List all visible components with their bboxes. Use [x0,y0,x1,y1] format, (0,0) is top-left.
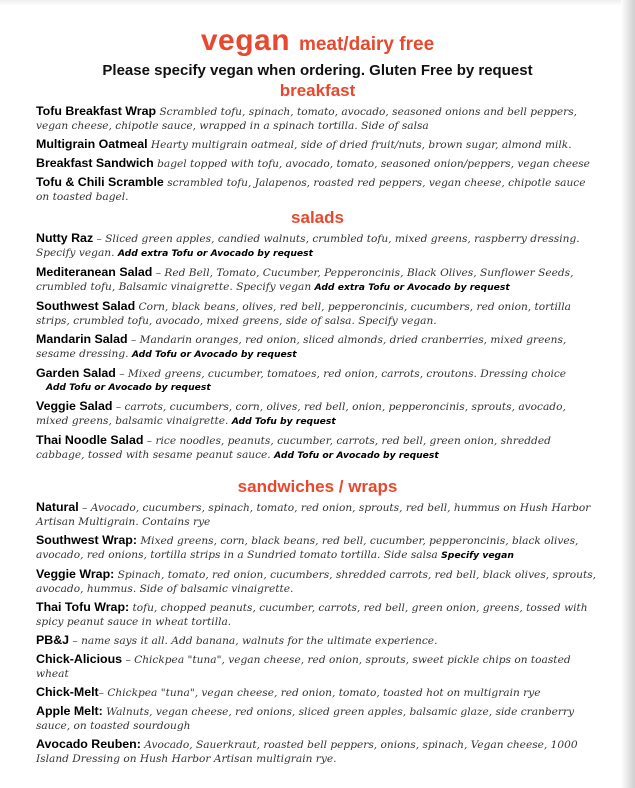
ordering-instructions: Please specify vegan when ordering. Gluten Free by request [102,62,533,79]
menu-item [36,704,599,733]
salads-list [36,231,599,463]
menu-item-description: – carrots, cucumbers, corn, olives, red bell, onion, pepperoncinis, sprouts, avocado, mixed greens, balsamic vinaigrette. [36,401,566,427]
menu-item [36,265,599,295]
menu-item-name: Apple Melt: [36,704,103,718]
menu-item [36,533,599,563]
title-rest: meat/dairy free [298,34,435,55]
menu-item-note: Add Tofu or Avocado by request [131,349,297,360]
menu-item [36,366,599,395]
menu-item-description: – Red Bell, Tomato, Cucumber, Pepperoncinis, Black Olives, Sunflower Seeds, crumbled tofu, Balsamic vinaigrette. Specify vegan [36,267,574,293]
menu-item-description: – Sliced green apples, candied walnuts, crumbled tofu, mixed greens, raspberry dressing. Specify vegan. [36,233,580,259]
menu-title [36,20,599,64]
menu-item [36,567,599,596]
menu-item-name: Nutty Raz [36,231,94,245]
menu-item-note: Add Tofu or Avocado by request [274,450,439,461]
menu-item [36,104,599,133]
menu-item-note: Add extra Tofu or Avocado by request [117,248,314,259]
menu-item [36,156,599,171]
menu-item-note: Specify vegan [441,550,514,561]
menu-item-name: Chick-Melt [36,685,99,699]
breakfast-list [36,104,599,204]
menu-item-description: Avocado, Sauerkraut, roasted bell peppers, onions, spinach, Vegan cheese, 1000 Island Dressing on Hush Harbor Artisan multigrain rye. [36,739,578,765]
menu-item-name: Multigrain Oatmeal [36,137,148,151]
menu-item-description: bagel topped with tofu, avocado, tomato, seasoned onion/peppers, vegan cheese [153,158,590,170]
menu-item [36,633,599,648]
menu-item-name: Veggie Salad [36,399,113,413]
menu-item-name: Chick-Alicious [36,652,123,666]
menu-item-name: PB&J [36,633,70,647]
menu-item-name: Thai Tofu Wrap: [36,600,130,614]
menu-item-description: Scrambled tofu, spinach, tomato, avocado, seasoned onions and bell peppers, vegan cheese, chipotle sauce, wrapped in a spinach tortilla. Side of salsa [36,106,578,132]
menu-item-name: Southwest Wrap: [36,533,137,547]
menu-item [36,652,599,681]
menu-item-description: – Chickpea "tuna", vegan cheese, red onion, tomato, toasted hot on multigrain rye [98,687,541,699]
menu-item [36,299,599,328]
menu-item-description: tofu, chopped peanuts, cucumber, carrots, red bell, green onion, greens, tossed with spicy peanut sauce in wheat tortilla. [36,602,588,628]
section-heading-sandwiches: sandwiches / wraps [237,477,398,496]
page-top-shadow [0,0,635,6]
menu-item-name: Tofu Breakfast Wrap [36,104,157,118]
menu-item-description: – name says it all. Add banana, walnuts for the ultimate experience. [69,635,438,647]
menu-item-description: Spinach, tomato, red onion, cucumbers, shredded carrots, red bell, black olives, sprouts, avocado, hummus. Side of balsamic vinaigrette. [36,569,597,595]
menu-item-description: Mixed greens, corn, black beans, red bell, cucumber, pepperoncinis, black olives, avocado, red onions, tortilla strips in a Sundried tomato tortilla. Side salsa [36,535,579,561]
menu-item-description: – Avocado, cucumbers, spinach, tomato, red onion, sprouts, red bell, hummus on Hush Harbor Artisan Multigrain. Contains rye [36,502,591,528]
menu-item-description: Walnuts, vegan cheese, red onions, sliced green apples, balsamic glaze, side cranberry sauce, on toasted sourdough [36,706,575,732]
menu-item [36,500,599,529]
menu-item [36,399,599,429]
menu-item-name: Avocado Reuben: [36,737,141,751]
section-heading-salads: salads [291,208,344,227]
page-edge-shadow [621,0,635,788]
menu-item [36,175,599,204]
menu-item [36,231,599,261]
menu-item-name: Thai Noodle Salad [36,433,144,447]
menu-item [36,737,599,766]
menu-item-description: – Mixed greens, cucumber, tomatoes, red onion, carrots, croutons. Dressing choice [115,368,567,380]
menu-item-description: scrambled tofu, Jalapenos, roasted red peppers, vegan cheese, chipotle sauce on toasted bagel. [36,177,586,203]
menu-item-name: Southwest Salad [36,299,136,313]
menu-item-note: Add Tofu by request [231,416,336,427]
menu-item-description: – Mandarin oranges, red onion, sliced almonds, dried cranberries, mixed greens, sesame dressing. [36,334,567,360]
menu-item-name: Mediteranean Salad [36,265,153,279]
menu-item-name: Natural [36,500,79,514]
title-vegan: vegan [200,24,291,57]
menu-item-name: Veggie Wrap: [36,567,115,581]
menu-item [36,600,599,629]
menu-item-description: Corn, black beans, olives, red bell, pepperoncinis, cucumbers, red onion, tortilla strips, crumbled tofu, avocado, mixed greens, side of salsa. Specify vegan. [36,301,571,327]
menu-item [36,685,599,700]
menu-item [36,332,599,362]
menu-item-note: Add Tofu or Avocado by request [46,382,211,393]
menu-item-name: Garden Salad [36,366,116,380]
menu-item-name: Tofu & Chili Scramble [36,175,164,189]
section-heading-breakfast: breakfast [279,81,356,100]
menu-item-name: Mandarin Salad [36,332,128,346]
menu-item-description: – Chickpea "tuna", vegan cheese, red onion, sprouts, sweet pickle chips on toasted wheat [36,654,571,680]
menu-item-name: Breakfast Sandwich [36,156,154,170]
menu-item-note: Add extra Tofu or Avocado by request [314,282,510,293]
menu-item [36,433,599,463]
menu-item-description: Hearty multigrain oatmeal, side of dried fruit/nuts, brown sugar, almond milk. [147,139,572,151]
sandwiches-list [36,500,599,766]
menu-item [36,137,599,152]
menu-item-description: – rice noodles, peanuts, cucumber, carrots, red bell, green onion, shredded cabbage, tossed with sesame peanut sauce. [36,435,551,461]
